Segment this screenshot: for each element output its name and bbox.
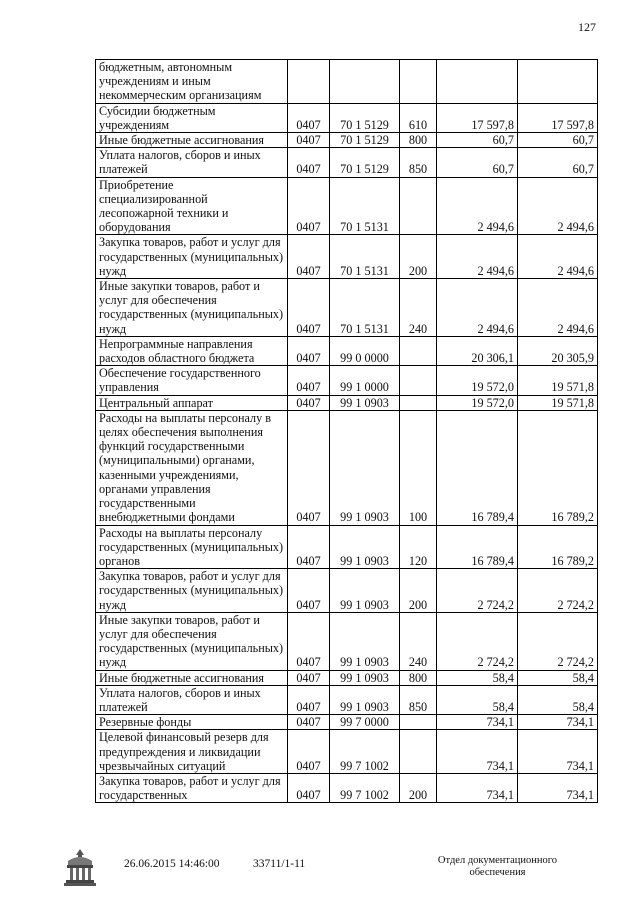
cell-expense-type: 200 — [400, 569, 437, 613]
cell-section: 0407 — [288, 366, 330, 395]
cell-article: 99 1 0903 — [330, 525, 400, 569]
cell-article: 70 1 5129 — [330, 148, 400, 177]
cell-expense-type: 120 — [400, 525, 437, 569]
cell-name: Уплата налогов, сборов и иных платежей — [96, 685, 288, 714]
cell-name: Иные закупки товаров, работ и услуг для обеспечения государственных (муниципальных) нужд — [96, 279, 288, 337]
cell-article: 70 1 5129 — [330, 103, 400, 132]
cell-sum-planned — [437, 60, 518, 104]
cell-article: 99 1 0903 — [330, 685, 400, 714]
cell-sum-actual: 16 789,2 — [518, 525, 598, 569]
cell-article: 70 1 5131 — [330, 177, 400, 235]
cell-expense-type: 240 — [400, 279, 437, 337]
cell-section: 0407 — [288, 715, 330, 730]
table-row — [96, 395, 598, 410]
cell-article: 99 1 0903 — [330, 395, 400, 410]
cell-sum-actual: 2 494,6 — [518, 279, 598, 337]
cell-article: 99 1 0000 — [330, 366, 400, 395]
cell-name: Субсидии бюджетным учреждениям — [96, 103, 288, 132]
cell-section: 0407 — [288, 148, 330, 177]
cell-article: 99 7 1002 — [330, 773, 400, 802]
cell-expense-type: 850 — [400, 148, 437, 177]
table-row — [96, 177, 598, 235]
cell-sum-planned: 2 494,6 — [437, 235, 518, 279]
cell-sum-actual: 19 571,8 — [518, 366, 598, 395]
table-row — [96, 103, 598, 132]
cell-section: 0407 — [288, 612, 330, 670]
cell-sum-actual: 734,1 — [518, 715, 598, 730]
cell-sum-planned: 60,7 — [437, 133, 518, 148]
cell-article: 70 1 5131 — [330, 279, 400, 337]
cell-article: 99 7 0000 — [330, 715, 400, 730]
cell-expense-type: 800 — [400, 670, 437, 685]
cell-sum-actual: 2 724,2 — [518, 612, 598, 670]
table-row — [96, 685, 598, 714]
cell-sum-planned: 2 494,6 — [437, 279, 518, 337]
cell-name: Закупка товаров, работ и услуг для государственных (муниципальных) нужд — [96, 569, 288, 613]
cell-expense-type: 240 — [400, 612, 437, 670]
cell-article: 70 1 5131 — [330, 235, 400, 279]
cell-name: Закупка товаров, работ и услуг для государственных — [96, 773, 288, 802]
cell-section: 0407 — [288, 103, 330, 132]
cell-sum-planned: 58,4 — [437, 685, 518, 714]
cell-name: Уплата налогов, сборов и иных платежей — [96, 148, 288, 177]
cell-name: Иные бюджетные ассигнования — [96, 133, 288, 148]
cell-sum-planned: 734,1 — [437, 773, 518, 802]
cell-section: 0407 — [288, 525, 330, 569]
cell-name: Центральный аппарат — [96, 395, 288, 410]
cell-name: Резервные фонды — [96, 715, 288, 730]
cell-name: Приобретение специализированной лесопожарной техники и оборудования — [96, 177, 288, 235]
cell-sum-planned: 2 724,2 — [437, 612, 518, 670]
cell-sum-actual: 734,1 — [518, 773, 598, 802]
table-row — [96, 612, 598, 670]
cell-article: 99 1 0903 — [330, 569, 400, 613]
cell-sum-planned: 2 724,2 — [437, 569, 518, 613]
cell-sum-actual: 58,4 — [518, 670, 598, 685]
table-row — [96, 279, 598, 337]
cell-name: Иные бюджетные ассигнования — [96, 670, 288, 685]
footer-doc-number: 33711/1-11 — [253, 858, 306, 870]
cell-section: 0407 — [288, 177, 330, 235]
cell-expense-type — [400, 395, 437, 410]
table-row — [96, 60, 598, 104]
cell-name: Непрограммные направления расходов областного бюджета — [96, 336, 288, 365]
cell-section: 0407 — [288, 569, 330, 613]
cell-sum-planned: 58,4 — [437, 670, 518, 685]
cell-sum-actual: 734,1 — [518, 730, 598, 774]
table-row — [96, 366, 598, 395]
footer-department-line2: обеспечения — [469, 867, 526, 878]
cell-name: Закупка товаров, работ и услуг для государственных (муниципальных) нужд — [96, 235, 288, 279]
table-row — [96, 525, 598, 569]
footer-date: 26.06.2015 14:46:00 — [124, 858, 220, 870]
cell-sum-actual: 58,4 — [518, 685, 598, 714]
cell-sum-planned: 19 572,0 — [437, 395, 518, 410]
table-row — [96, 773, 598, 802]
cell-sum-planned: 17 597,8 — [437, 103, 518, 132]
cell-sum-actual: 60,7 — [518, 148, 598, 177]
table-row — [96, 715, 598, 730]
cell-expense-type — [400, 177, 437, 235]
cell-sum-actual: 60,7 — [518, 133, 598, 148]
cell-section: 0407 — [288, 670, 330, 685]
cell-expense-type — [400, 336, 437, 365]
cell-article: 70 1 5129 — [330, 133, 400, 148]
cell-section: 0407 — [288, 410, 330, 525]
cell-expense-type — [400, 715, 437, 730]
cell-name: Целевой финансовый резерв для предупреждения и ликвидации чрезвычайных ситуаций — [96, 730, 288, 774]
cell-sum-planned: 60,7 — [437, 148, 518, 177]
table-row — [96, 569, 598, 613]
cell-article: 99 1 0903 — [330, 612, 400, 670]
cell-section: 0407 — [288, 395, 330, 410]
cell-name: Обеспечение государственного управления — [96, 366, 288, 395]
cell-sum-planned: 734,1 — [437, 715, 518, 730]
budget-table — [95, 59, 598, 803]
cell-sum-actual: 2 724,2 — [518, 569, 598, 613]
cell-article: 99 7 1002 — [330, 730, 400, 774]
page-number: 127 — [578, 20, 596, 34]
cell-expense-type: 850 — [400, 685, 437, 714]
cell-article: 99 1 0903 — [330, 410, 400, 525]
cell-section: 0407 — [288, 235, 330, 279]
cell-sum-planned: 20 306,1 — [437, 336, 518, 365]
cell-expense-type: 610 — [400, 103, 437, 132]
cell-sum-actual: 20 305,9 — [518, 336, 598, 365]
table-row — [96, 148, 598, 177]
cell-sum-planned: 16 789,4 — [437, 525, 518, 569]
cell-sum-actual: 19 571,8 — [518, 395, 598, 410]
cell-article — [330, 60, 400, 104]
cell-sum-actual: 16 789,2 — [518, 410, 598, 525]
table-row — [96, 730, 598, 774]
cell-sum-actual: 2 494,6 — [518, 235, 598, 279]
cell-expense-type: 200 — [400, 773, 437, 802]
cell-section: 0407 — [288, 336, 330, 365]
cell-section: 0407 — [288, 773, 330, 802]
cell-section: 0407 — [288, 685, 330, 714]
cell-sum-planned: 19 572,0 — [437, 366, 518, 395]
cell-expense-type — [400, 730, 437, 774]
cell-sum-actual: 2 494,6 — [518, 177, 598, 235]
footer-department-line1: Отдел документационного — [437, 855, 558, 866]
cell-expense-type — [400, 60, 437, 104]
cell-sum-planned: 2 494,6 — [437, 177, 518, 235]
cell-name: Иные закупки товаров, работ и услуг для обеспечения государственных (муниципальных) нужд — [96, 612, 288, 670]
cell-expense-type — [400, 366, 437, 395]
cell-expense-type: 100 — [400, 410, 437, 525]
cell-section — [288, 60, 330, 104]
cell-name: Расходы на выплаты персоналу в целях обеспечения выполнения функций государственными (муниципальными) органами, казенными учреждениями, органами управления государственными внебюджетными фондами — [96, 410, 288, 525]
cell-sum-planned: 16 789,4 — [437, 410, 518, 525]
budget-table-body — [96, 60, 598, 803]
cell-article: 99 1 0903 — [330, 670, 400, 685]
cell-article: 99 0 0000 — [330, 336, 400, 365]
cell-name: бюджетным, автономным учреждениям и иным некоммерческим организациям — [96, 60, 288, 104]
table-row — [96, 670, 598, 685]
table-row — [96, 133, 598, 148]
footer-department — [420, 855, 575, 879]
cell-sum-actual: 17 597,8 — [518, 103, 598, 132]
cell-sum-actual — [518, 60, 598, 104]
table-row — [96, 336, 598, 365]
table-row — [96, 235, 598, 279]
table-row — [96, 410, 598, 525]
cell-name: Расходы на выплаты персоналу государственных (муниципальных) органов — [96, 525, 288, 569]
cell-section: 0407 — [288, 133, 330, 148]
cell-section: 0407 — [288, 279, 330, 337]
cell-expense-type: 200 — [400, 235, 437, 279]
cell-section: 0407 — [288, 730, 330, 774]
cell-expense-type: 800 — [400, 133, 437, 148]
cell-sum-planned: 734,1 — [437, 730, 518, 774]
coat-of-arms-icon — [62, 847, 98, 889]
